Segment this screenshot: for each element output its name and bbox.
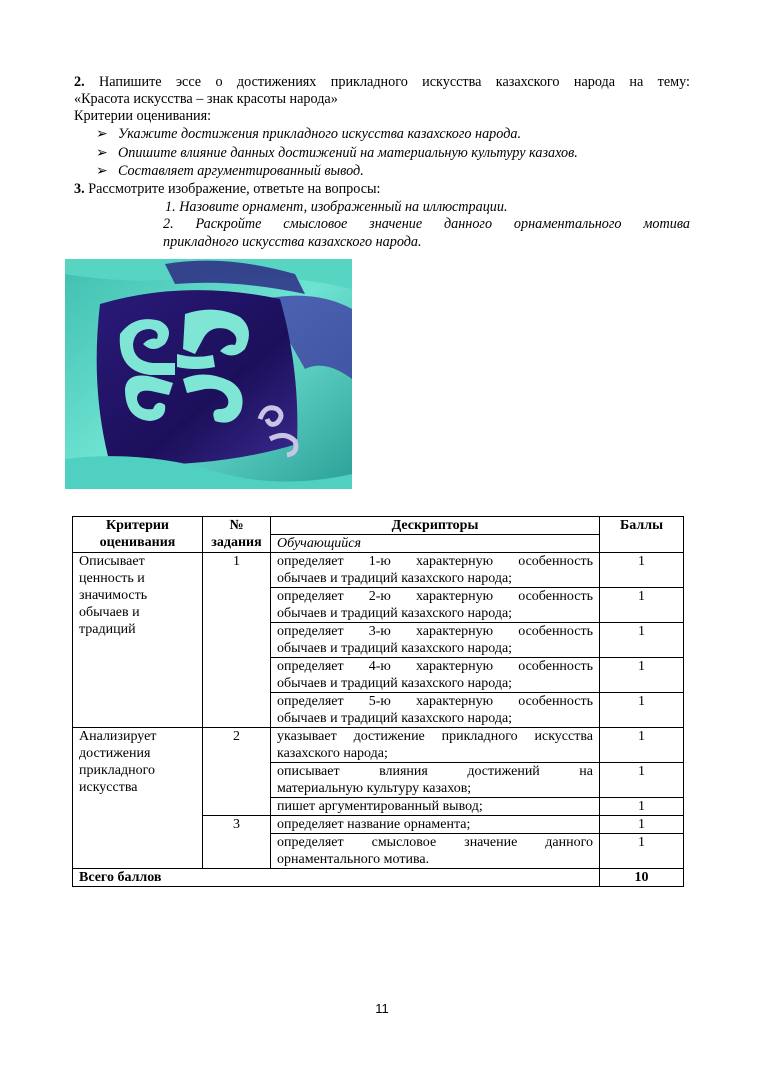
total-row bbox=[73, 869, 684, 887]
descriptor: определяет 3-ю характерную особенность обычаев и традиций казахского народа; bbox=[271, 623, 600, 658]
task2-text: 2. Напишите эссе о достижениях прикладного искусства казахского народа на тему: bbox=[74, 74, 690, 90]
points: 1 bbox=[600, 763, 684, 798]
descriptor: определяет 1-ю характерную особенность обычаев и традиций казахского народа; bbox=[271, 553, 600, 588]
question-2-line2: прикладного искусства казахского народа. bbox=[163, 234, 422, 250]
table-row bbox=[73, 553, 684, 588]
grading-table bbox=[72, 516, 684, 887]
ornament-pillow-image bbox=[65, 259, 352, 489]
criteria-label: Критерии оценивания: bbox=[74, 108, 212, 124]
arrow-bullet-icon: ➢ bbox=[96, 126, 108, 142]
total-label: Всего баллов bbox=[73, 869, 600, 887]
task-number: 3 bbox=[203, 816, 271, 869]
points: 1 bbox=[600, 553, 684, 588]
descriptor: указывает достижение прикладного искусства казахского народа; bbox=[271, 728, 600, 763]
task-number: 1 bbox=[203, 553, 271, 728]
task-number: 2 bbox=[203, 728, 271, 816]
header-task-number: № задания bbox=[203, 517, 271, 553]
points: 1 bbox=[600, 834, 684, 869]
header-points: Баллы bbox=[600, 517, 684, 553]
table-header-row bbox=[73, 517, 684, 535]
descriptor: определяет 5-ю характерную особенность обычаев и традиций казахского народа; bbox=[271, 693, 600, 728]
total-value: 10 bbox=[600, 869, 684, 887]
header-criteria: Критерии оценивания bbox=[73, 517, 203, 553]
descriptor: описывает влияния достижений на материальную культуру казахов; bbox=[271, 763, 600, 798]
table-row bbox=[73, 728, 684, 763]
points: 1 bbox=[600, 798, 684, 816]
criterion-1: Описывает ценность и значимость обычаев и традиций bbox=[73, 553, 203, 728]
task3-text: 3. Рассмотрите изображение, ответьте на вопросы: bbox=[74, 181, 381, 197]
header-student: Обучающийся bbox=[271, 535, 600, 553]
bullet-item: ➢ Опишите влияние данных достижений на материальную культуру казахов. bbox=[96, 145, 578, 161]
points: 1 bbox=[600, 728, 684, 763]
criterion-2: Анализирует достижения прикладного искусства bbox=[73, 728, 203, 869]
bullet-item: ➢ Составляет аргументированный вывод. bbox=[96, 163, 364, 179]
descriptor: определяет 4-ю характерную особенность обычаев и традиций казахского народа; bbox=[271, 658, 600, 693]
points: 1 bbox=[600, 816, 684, 834]
header-descriptors: Дескрипторы bbox=[271, 517, 600, 535]
descriptor: определяет смысловое значение данного орнаментального мотива. bbox=[271, 834, 600, 869]
descriptor: определяет название орнамента; bbox=[271, 816, 600, 834]
arrow-bullet-icon: ➢ bbox=[96, 145, 108, 161]
points: 1 bbox=[600, 693, 684, 728]
task2-topic: «Красота искусства – знак красоты народа» bbox=[74, 91, 338, 107]
descriptor: определяет 2-ю характерную особенность обычаев и традиций казахского народа; bbox=[271, 588, 600, 623]
points: 1 bbox=[600, 658, 684, 693]
bullet-item: ➢ Укажите достижения прикладного искусства казахского народа. bbox=[96, 126, 522, 142]
arrow-bullet-icon: ➢ bbox=[96, 163, 108, 179]
points: 1 bbox=[600, 623, 684, 658]
points: 1 bbox=[600, 588, 684, 623]
descriptor: пишет аргументированный вывод; bbox=[271, 798, 600, 816]
question-2-line1: 2. Раскройте смысловое значение данного орнаментального мотива bbox=[163, 216, 690, 232]
page-number: 11 bbox=[375, 1001, 389, 1016]
question-1: 1. Назовите орнамент, изображенный на иллюстрации. bbox=[165, 199, 508, 215]
